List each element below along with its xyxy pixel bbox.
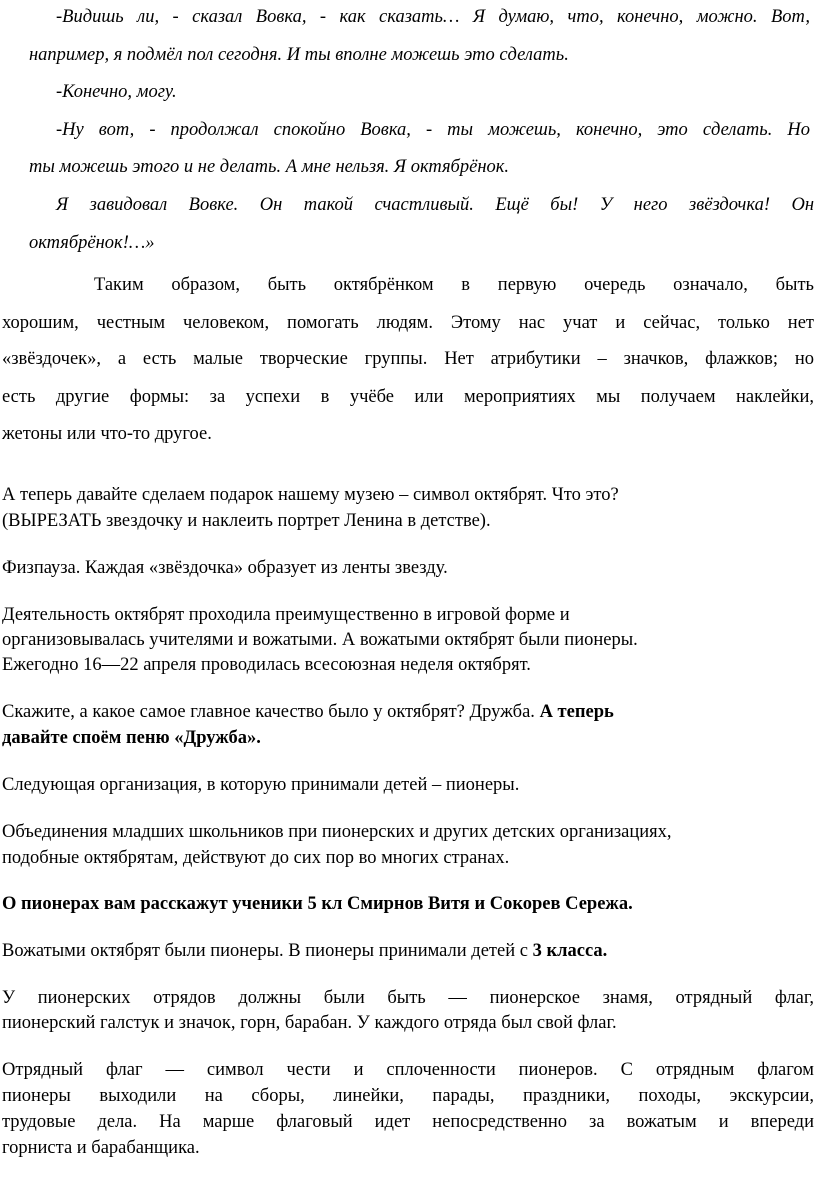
paragraph-line: организовывалась учителями и вожатыми. А вожатыми октябрят были пионеры. [2, 630, 638, 650]
quote-line: октябрёнок!…» [29, 233, 155, 253]
paragraph-line: Объединения младших школьников при пионерских и других детских организациях, [2, 822, 672, 842]
paragraph-line: А теперь давайте сделаем подарок нашему музею – символ октябрят. Что это? [2, 485, 619, 505]
paragraph-line: Таким образом, быть октябрёнком в первую очередь означало, быть [94, 275, 814, 295]
paragraph-text: Скажите, а какое самое главное качество было у октябрят? Дружба. [2, 702, 540, 722]
paragraph-line: У пионерских отрядов должны были быть — пионерское знамя, отрядный флаг, [2, 988, 814, 1008]
paragraph-line: Деятельность октябрят проходила преимущественно в игровой форме и [2, 605, 570, 625]
paragraph-line: Физпауза. Каждая «звёздочка» образует из ленты звезду. [2, 558, 448, 578]
quote-line: -Ну вот, - продолжал спокойно Вовка, - ты можешь, конечно, это сделать. Но [56, 120, 810, 140]
quote-line: Я завидовал Вовке. Он такой счастливый. Ещё бы! У него звёздочка! Он [56, 195, 814, 215]
paragraph-bold-text: А теперь [539, 702, 614, 722]
paragraph-line: хорошим, честным человеком, помогать людям. Этому нас учат и сейчас, только нет [2, 313, 814, 333]
paragraph-text: Вожатыми октябрят были пионеры. В пионеры принимали детей с [2, 941, 533, 961]
paragraph-line: жетоны или что-то другое. [2, 424, 212, 444]
paragraph-line: «звёздочек», а есть малые творческие группы. Нет атрибутики – значков, флажков; но [2, 349, 814, 369]
paragraph-line: пионерский галстук и значок, горн, барабан. У каждого отряда был свой флаг. [2, 1013, 617, 1033]
paragraph-line: Отрядный флаг — символ чести и сплоченности пионеров. С отрядным флагом [2, 1060, 814, 1080]
quote-line: ты можешь этого и не делать. А мне нельзя. Я октябрёнок. [29, 157, 510, 177]
paragraph-line: Ежегодно 16—22 апреля проводилась всесоюзная неделя октябрят. [2, 655, 531, 675]
paragraph-line: трудовые дела. На марше флаговый идет непосредственно за вожатым и впереди [2, 1112, 814, 1132]
paragraph-bold-line: давайте споём пеню «Дружба». [2, 728, 261, 748]
paragraph-line: пионеры выходили на сборы, линейки, парады, праздники, походы, экскурсии, [2, 1086, 814, 1106]
paragraph-bold-line: О пионерах вам расскажут ученики 5 кл Смирнов Витя и Сокорев Сережа. [2, 894, 633, 914]
paragraph-line: Следующая организация, в которую принимали детей – пионеры. [2, 775, 520, 795]
paragraph-line: подобные октябрятам, действуют до сих пор во многих странах. [2, 848, 510, 868]
paragraph-bold-text: 3 класса. [532, 941, 608, 961]
paragraph-line [2, 939, 607, 963]
paragraph-line: горниста и барабанщика. [2, 1138, 200, 1158]
paragraph-line: (ВЫРЕЗАТЬ звездочку и наклеить портрет Ленина в детстве). [2, 511, 491, 531]
quote-line: -Видишь ли, - сказал Вовка, - как сказать… Я думаю, что, конечно, можно. Вот, [56, 7, 810, 27]
quote-line: например, я подмёл пол сегодня. И ты вполне можешь это сделать. [29, 45, 569, 65]
paragraph-line: есть другие формы: за успехи в учёбе или мероприятиях мы получаем наклейки, [2, 387, 814, 407]
paragraph-line [2, 700, 614, 724]
quote-line: -Конечно, могу. [56, 82, 177, 102]
